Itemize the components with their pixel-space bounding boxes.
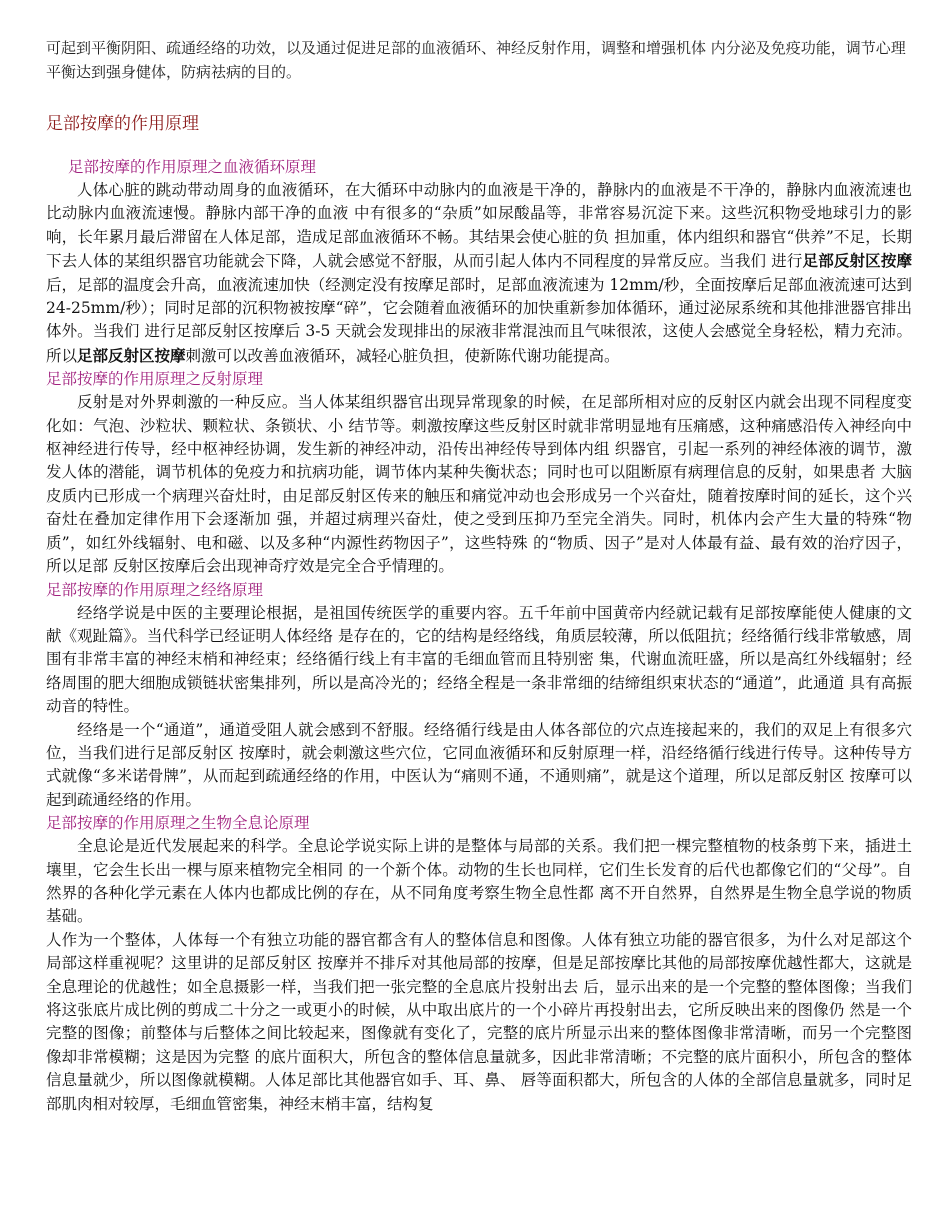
- reflex-paragraph: 反射是对外界刺激的一种反应。当人体某组织器官出现异常现象的时候，在足部所相对应的反射区内就会出现不同程度变化如：气泡、沙粒状、颗粒状、条锁状、小 结节等。刺激按摩这些反射区时就非常明显地有压痛感，这种痛感沿传入神经向中枢神经进行传导，经中枢神经协调，发生新的神经冲动，沿传出神经传导到体内组 织器官，引起一系列的神经体液的调节，激发人体的潜能，调节机体的免疫力和抗病功能，调节体内某种失衡状态；同时也可以阻断原有病理信息的反射，如果患者 大脑皮质内已形成一个病理兴奋灶时，由足部反射区传来的触压和痛觉冲动也会形成另一个兴奋灶，随着按摩时间的延长，这个兴奋灶在叠加定律作用下会逐渐加 强，并超过病理兴奋灶，使之受到压抑乃至完全消失。同时，机体内会产生大量的特殊“物质”，如红外线辐射、电和磁、以及多种“内源性药物因子”，这些特殊 的“物质、因子”是对人体最有益、最有效的治疗因子，所以足部 反射区按摩后会出现神奇疗效是完全合乎情理的。: [46, 393, 912, 576]
- text-run: 后，足部的温度会升高，血液流速加快（经测定没有按摩足部时，足部血液流速为 12mm/秒，全面按摩后足部血液流速可达到 24-25mm/秒）；同时足部的沉积物被按摩“碎”，它会随着血液循环的加快重新参加体循环，通过泌尿系统和其他排泄器官排出体外。当我们 进行足部反射区按摩后 3-5 天就会发现排出的尿液非常混浊而且气味很浓，这使人会感觉全身轻松，精力充沛。所以: [46, 275, 912, 365]
- intro-paragraph: 可起到平衡阴阳、疏通经络的功效，以及通过促进足部的血液循环、神经反射作用，调整和增强机体 内分泌及免疫功能，调节心理平衡达到强身健体，防病祛病的目的。: [46, 39, 906, 81]
- blood-circulation-paragraph: [46, 179, 912, 368]
- holography-paragraph-1: 全息论是近代发展起来的科学。全息论学说实际上讲的是整体与局部的关系。我们把一棵完整植物的枝条剪下来，插进土壤里，它会生长出一棵与原来植物完全相同 的一个新个体。动物的生长也同样，它们生长发育的后代也都像它们的“父母”。自然界的各种化学元素在人体内也都成比例的存在，从不同角度考察生物全息性都 离不开自然界，自然界是生物全息学说的物质基础。: [46, 837, 912, 926]
- meridian-paragraph-2: 经络是一个“通道”，通道受阻人就会感到不舒服。经络循行线是由人体各部位的穴点连接起来的，我们的双足上有很多穴位，当我们进行足部反射区 按摩时，就会刺激这些穴位，它同血液循环和反射原理一样，沿经络循行线进行传导。这种传导方式就像“多米诺骨牌”，从而起到疏通经络的作用，中医认为“痛则不通，不通则痛”，就是这个道理，所以足部反射区 按摩可以起到疏通经络的作用。: [46, 720, 912, 809]
- holography-paragraph-2: 人作为一个整体，人体每一个有独立功能的器官都含有人的整体信息和图像。人体有独立功能的器官很多，为什么对足部这个局部这样重视呢？这里讲的足部反射区 按摩并不排斥对其他局部的按摩，但是足部按摩比其他的局部按摩优越性都大，这就是全息理论的优越性；如全息摄影一样，当我们把一张完整的全息底片投射出去 后，显示出来的是一个完整的整体图像；当我们将这张底片成比例的剪成二十分之一或更小的时候，从中取出底片的一个小碎片再投射出去，它所反映出来的图像仍 然是一个完整的图像；前整体与后整体之间比较起来，图像就有变化了，完整的底片所显示出来的整体图像非常清晰，而另一个完整图像却非常模糊；这是因为完整 的底片面积大，所包含的整体信息量就多，因此非常清晰；不完整的底片面积小，所包含的整体信息量就少，所以图像就模糊。人体足部比其他器官如手、耳、鼻、 唇等面积都大，所包含的人体的全部信息量就多，同时足部肌肉相对较厚，毛细血管密集，神经末梢丰富，结构复: [46, 930, 912, 1113]
- section-heading-reflex: 足部按摩的作用原理之反射原理: [46, 370, 264, 389]
- section-heading-blood-circulation: 足部按摩的作用原理之血液循环原理: [68, 158, 317, 176]
- text-run: 刺激可以改善血液循环，减轻心脏负担，使新陈代谢功能提高。: [185, 346, 620, 365]
- bold-term: 足部反射区按摩: [802, 251, 912, 271]
- bold-term: 足部反射区按摩: [77, 345, 186, 365]
- section-heading-meridian: 足部按摩的作用原理之经络原理: [46, 580, 264, 599]
- document-page: [46, 36, 912, 1116]
- meridian-paragraph-1: 经络学说是中医的主要理论根据，是祖国传统医学的重要内容。五千年前中国黄帝内经就记载有足部按摩能使人健康的文献《观趾篇》。当代科学已经证明人体经络 是存在的，它的结构是经络线，角质层较薄，所以低阻抗；经络循行线非常敏感，周围有非常丰富的神经末梢和神经束；经络循行线上有丰富的毛细血管而且特别密 集，代谢血流旺盛，所以是高红外线辐射；经络周围的肥大细胞成锁链状密集排列，所以是高冷光的；经络全程是一条非常细的结缔组织束状态的“通道”，此通道 具有高振动音的特性。: [46, 603, 912, 716]
- text-run: 人体心脏的跳动带动周身的血液循环，在大循环中动脉内的血液是干净的，静脉内的血液是不干净的，静脉内血液流速也比动脉内血液流速慢。静脉内部干净的血液 中有很多的“杂质”如尿酸晶等，非常容易沉淀下来。这些沉积物受地球引力的影响，长年累月最后滞留在人体足部，造成足部血液循环不畅。其结果会使心脏的负 担加重，体内组织和器官“供养”不足，长期下去人体的某组织器官功能就会下降，人就会感觉不舒服，从而引起人体内不同程度的异常反应。当我们 进行: [46, 181, 912, 271]
- main-title: 足部按摩的作用原理: [46, 114, 199, 134]
- section-heading-holography: 足部按摩的作用原理之生物全息论原理: [46, 814, 310, 833]
